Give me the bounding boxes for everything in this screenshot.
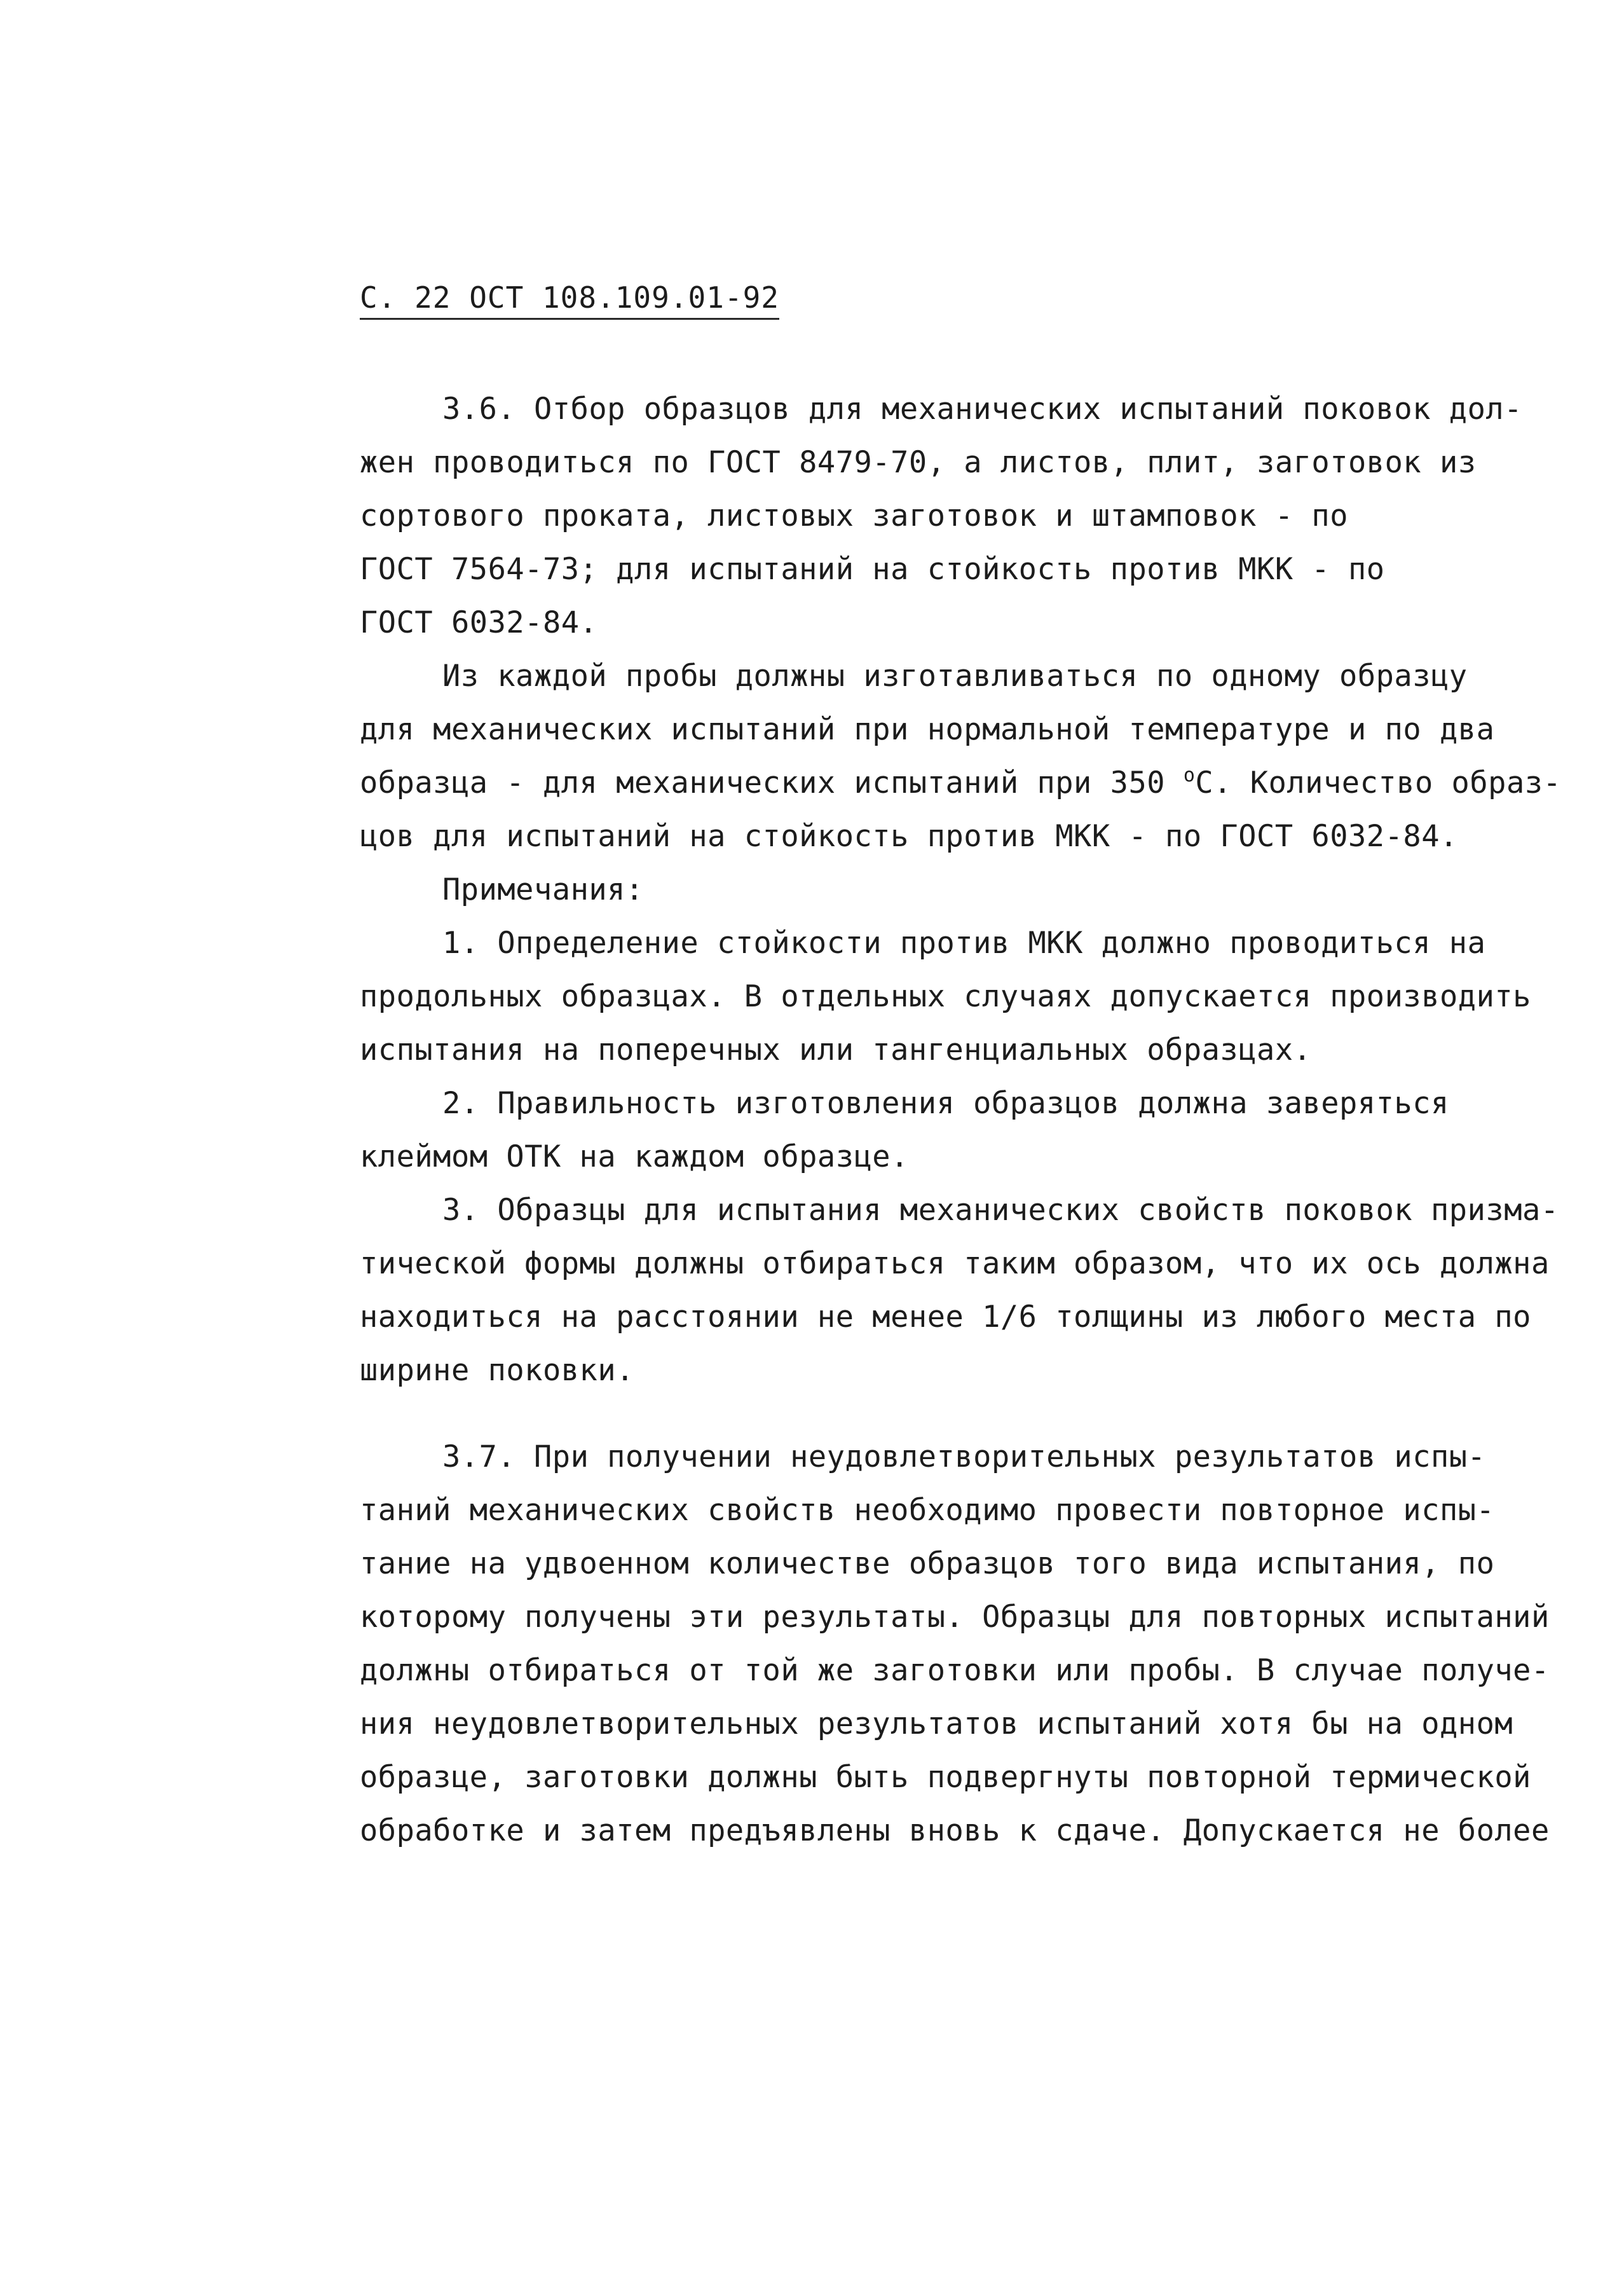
text-line [360,757,1562,810]
text-line: испытания на поперечных или тангенциальных образцах. [360,1033,1312,1067]
text-line: цов для испытаний на стойкость против МКК - по ГОСТ 6032-84. [360,819,1458,854]
text-line: 3.6. Отбор образцов для механических испытаний поковок дол- [442,392,1522,427]
note-2 [360,1077,1453,1184]
text-line: ния неудовлетворительных результатов испытаний хотя бы на одном [360,1706,1513,1741]
text-line: 2. Правильность изготовления образцов должна заверяться [442,1086,1449,1121]
page-header [360,278,779,320]
text-line: сортового проката, листовых заготовок и штамповок - по [360,498,1349,533]
text-line: тической формы должны отбираться таким образом, что их ось должна [360,1246,1550,1281]
paragraph-spacer [360,1397,1453,1431]
text-line: тание на удвоенном количестве образцов того вида испытания, по [360,1546,1495,1581]
text-line: 3. Образцы для испытания механических свойств поковок призма- [442,1193,1559,1228]
text-line: продольных образцах. В отдельных случаях допускается производить [360,979,1531,1014]
text-line: Из каждой пробы должны изготавливаться по одному образцу [442,659,1468,694]
text-line: ГОСТ 7564-73; для испытаний на стойкость против МКК - по [360,552,1385,587]
paragraph-3-6 [360,383,1522,650]
text-line: которому получены эти результаты. Образцы для повторных испытаний [360,1600,1550,1635]
text-line: находиться на расстоянии не менее 1/6 толщины из любого места по [360,1300,1531,1334]
text-line: жен проводиться по ГОСТ 8479-70, а листов, плит, заготовок из [360,445,1477,480]
text-segment: образца - для механических испытаний при 350 [360,765,1184,800]
text-line: клеймом ОТК на каждом образце. [360,1139,909,1174]
paragraph-3-7 [360,1431,1550,1858]
text-line: ГОСТ 6032-84. [360,605,598,640]
note-1 [360,917,1531,1077]
text-line: ширине поковки. [360,1353,634,1388]
text-line: образце, заготовки должны быть подвергнуты повторной термической [360,1760,1531,1795]
text-line: обработке и затем предъявлены вновь к сдаче. Допускается не более [360,1813,1550,1848]
text-line: 1. Определение стойкости против МКК должно проводиться на [442,926,1486,961]
note-3 [360,1184,1559,1397]
standard-code: ОСТ 108.109.01-92 [469,280,779,315]
notes-heading: Примечания: [442,872,644,907]
text-line: для механических испытаний при нормальной температуре и по два [360,712,1495,747]
text-line: должны отбираться от той же заготовки или пробы. В случае получе- [360,1653,1550,1688]
document-body [360,383,1562,1858]
text-segment: С. Количество образ- [1195,765,1562,800]
paragraph-3-6-samples [360,650,1562,863]
text-line: таний механических свойств необходимо провести повторное испы- [360,1493,1495,1528]
text-line: 3.7. При получении неудовлетворительных результатов испы- [442,1439,1486,1474]
degree-sign: о [1183,764,1196,786]
page-number: С. 22 [360,280,451,315]
